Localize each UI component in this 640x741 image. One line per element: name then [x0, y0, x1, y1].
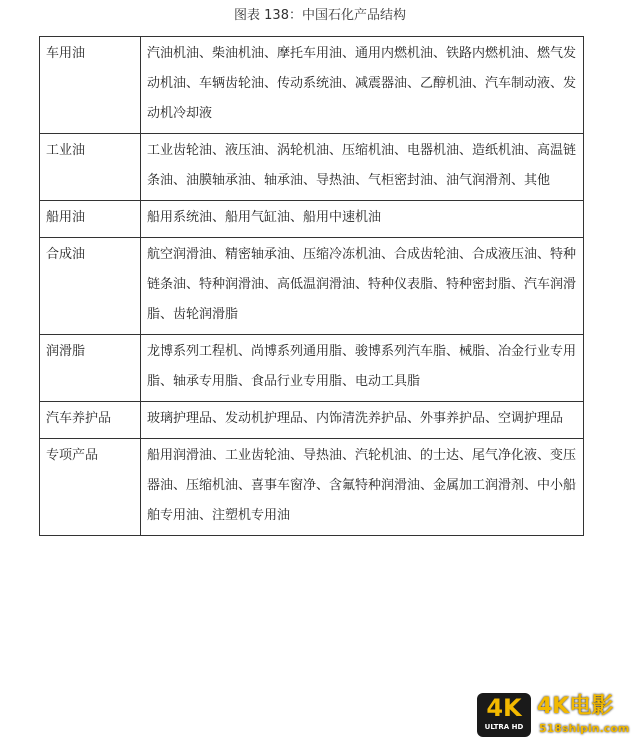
table-row: [40, 335, 584, 402]
category-cell: 船用油: [40, 201, 141, 238]
items-cell: 航空润滑油、精密轴承油、压缩冷冻机油、合成齿轮油、合成液压油、特种链条油、特种润滑油、高低温润滑油、特种仪表脂、特种密封脂、汽车润滑脂、齿轮润滑脂: [141, 238, 584, 335]
table-row: [40, 134, 584, 201]
table-row: [40, 402, 584, 439]
items-cell: 汽油机油、柴油机油、摩托车用油、通用内燃机油、铁路内燃机油、燃气发动机油、车辆齿轮油、传动系统油、减震器油、乙醇机油、汽车制动液、发动机冷却液: [141, 37, 584, 134]
category-cell: 专项产品: [40, 439, 141, 536]
figure-caption: 图表 138：中国石化产品结构: [234, 8, 406, 23]
items-cell: 船用润滑油、工业齿轮油、导热油、汽轮机油、的士达、尾气净化液、变压器油、压缩机油、喜事车窗净、含氟特种润滑油、金属加工润滑剂、中小船舶专用油、注塑机专用油: [141, 439, 584, 536]
table-row: [40, 439, 584, 536]
category-cell: 车用油: [40, 37, 141, 134]
category-cell: 润滑脂: [40, 335, 141, 402]
watermark-badge-text: 4K: [486, 694, 522, 722]
product-structure-table: [39, 36, 584, 536]
category-cell: 汽车养护品: [40, 402, 141, 439]
items-cell: 工业齿轮油、液压油、涡轮机油、压缩机油、电器机油、造纸机油、高温链条油、油膜轴承油、轴承油、导热油、气柜密封油、油气润滑剂、其他: [141, 134, 584, 201]
watermark-site: 518shipin.com: [539, 722, 630, 735]
table-row: [40, 37, 584, 134]
items-cell: 龙博系列工程机、尚博系列通用脂、骏博系列汽车脂、械脂、冶金行业专用脂、轴承专用脂、食品行业专用脂、电动工具脂: [141, 335, 584, 402]
category-cell: 工业油: [40, 134, 141, 201]
items-cell: 玻璃护理品、发动机护理品、内饰清洗养护品、外事养护品、空调护理品: [141, 402, 584, 439]
watermark-logo: [477, 693, 637, 739]
table-row: [40, 201, 584, 238]
watermark-brand: 4K电影: [537, 694, 614, 719]
watermark-badge-subtext: ULTRA HD: [484, 723, 524, 731]
watermark-badge: [477, 693, 531, 737]
category-cell: 合成油: [40, 238, 141, 335]
items-cell: 船用系统油、船用气缸油、船用中速机油: [141, 201, 584, 238]
table-row: [40, 238, 584, 335]
